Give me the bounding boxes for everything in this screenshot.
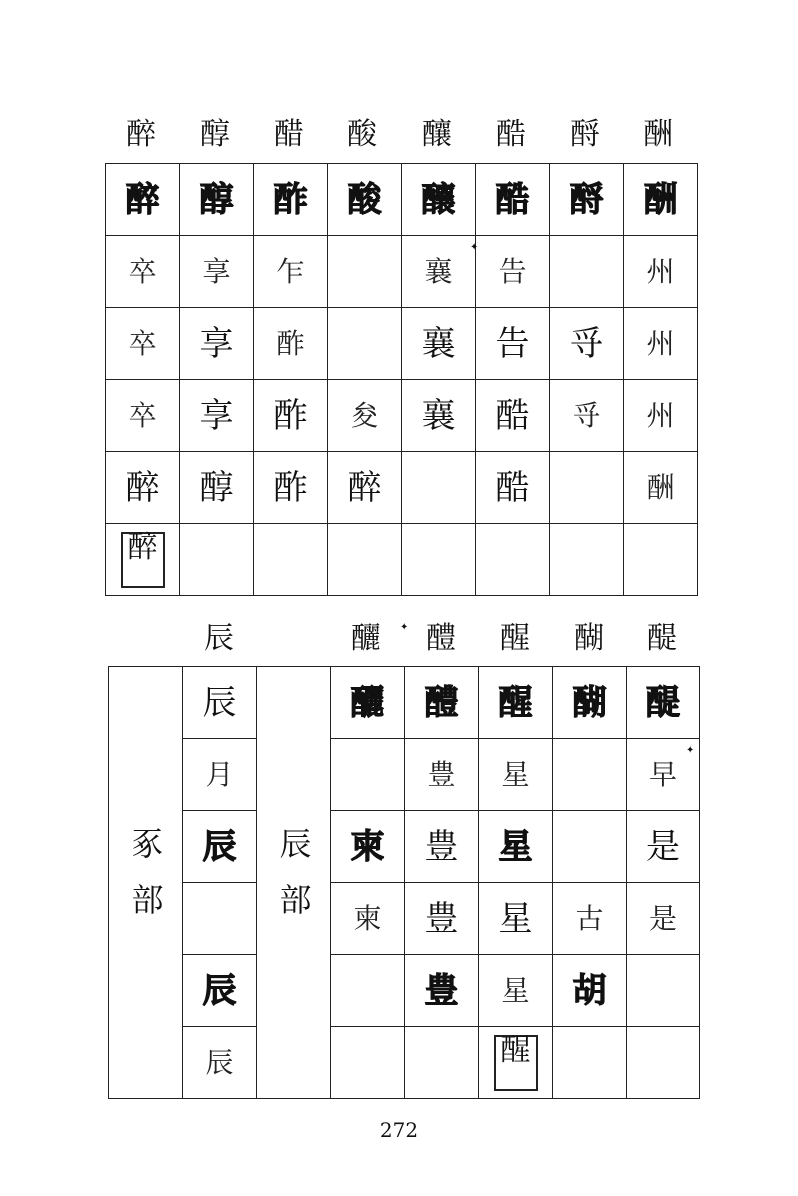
table-row (109, 883, 700, 955)
table-cell (106, 380, 180, 452)
table-cell (106, 452, 180, 524)
table-cell (402, 236, 479, 308)
table-cell (254, 380, 328, 452)
table-cell (624, 164, 698, 236)
table-cell (331, 811, 405, 883)
table-cell (183, 1027, 257, 1099)
table-cell (476, 236, 550, 308)
table-row (106, 164, 698, 236)
glyph: 早 (648, 757, 677, 791)
glyph: 酢 (273, 179, 308, 220)
table-cell (624, 308, 698, 380)
note-mark: ✦ (686, 745, 695, 756)
glyph: 卒 (128, 254, 157, 288)
glyph: 酢 (276, 326, 305, 360)
glyph: 州 (646, 326, 675, 360)
table-cell (180, 164, 254, 236)
glyph: 寽 (572, 398, 601, 432)
table-cell (405, 667, 479, 739)
table-cell (254, 524, 328, 596)
header-char: 辰 (204, 621, 234, 656)
table-cell (328, 308, 402, 380)
table-cell (328, 380, 402, 452)
table-cell (550, 308, 624, 380)
header-char: 釀 (422, 117, 452, 152)
table-row (109, 667, 700, 739)
table-cell (106, 164, 180, 236)
table-cell (550, 524, 624, 596)
table-cell (550, 380, 624, 452)
glyph: 告 (495, 323, 530, 364)
table-cell (328, 524, 402, 596)
glyph: 釃 (350, 682, 385, 723)
table-row (109, 1027, 700, 1099)
table-cell (553, 811, 627, 883)
table-cell (180, 380, 254, 452)
table-cell (402, 164, 476, 236)
character-table-2 (108, 666, 700, 1099)
table-cell (553, 739, 627, 811)
table-cell (331, 955, 405, 1027)
section-label-right: 辰部 (274, 826, 313, 939)
table-cell (624, 452, 698, 524)
table-cell (479, 1027, 553, 1099)
table-row (109, 955, 700, 1027)
glyph: 酷 (495, 179, 530, 220)
table-cell (183, 883, 257, 955)
table-cell (476, 452, 550, 524)
table-cell (405, 883, 479, 955)
table-cell (328, 236, 402, 308)
table-cell (624, 524, 698, 596)
glyph: 享 (199, 395, 234, 436)
header-char: 酹 (570, 117, 600, 152)
header-char: 酷 (496, 117, 526, 152)
table-cell (402, 452, 476, 524)
glyph: 卒 (128, 326, 157, 360)
table-cell (553, 883, 627, 955)
table-cell (627, 955, 700, 1027)
glyph: 告 (498, 254, 527, 288)
glyph: 酷 (495, 395, 530, 436)
glyph: 襄 (421, 395, 456, 436)
table-cell (331, 667, 405, 739)
glyph: 是 (646, 826, 680, 867)
table-cell (550, 236, 624, 308)
header-char: 酬 (643, 117, 673, 152)
header-char: 醇 (200, 117, 230, 152)
glyph: 醴 (424, 682, 459, 723)
glyph: 是 (648, 901, 677, 935)
header-char: 醴 (426, 621, 456, 656)
table-cell (331, 1027, 405, 1099)
header-char: 醐 (574, 621, 604, 656)
glyph: 酢 (273, 467, 308, 508)
glyph: 享 (199, 323, 234, 364)
table-cell (331, 739, 405, 811)
table-cell (254, 308, 328, 380)
glyph: 醉 (125, 467, 160, 508)
glyph: 星 (501, 973, 530, 1007)
table-cell (627, 739, 700, 811)
glyph: 襄 (424, 254, 453, 288)
table-cell (479, 739, 553, 811)
table-cell (402, 524, 476, 596)
table-cell (405, 739, 479, 811)
glyph: 醉 (347, 467, 382, 508)
table-cell (476, 524, 550, 596)
glyph: 享 (202, 254, 231, 288)
glyph: 胡 (572, 970, 607, 1011)
table-cell (180, 308, 254, 380)
table-cell (624, 380, 698, 452)
table-cell (550, 452, 624, 524)
table-cell (476, 164, 550, 236)
page-number: 272 (379, 1118, 419, 1142)
table-cell (627, 667, 700, 739)
table-cell (553, 667, 627, 739)
table-cell (331, 883, 405, 955)
glyph: 辰 (202, 682, 237, 723)
table-cell (254, 452, 328, 524)
glyph: 醍 (646, 682, 680, 723)
glyph: 辰 (205, 1045, 234, 1079)
table-cell (479, 883, 553, 955)
table-row (106, 308, 698, 380)
table-row (106, 236, 698, 308)
glyph: 豊 (424, 970, 459, 1011)
glyph: 州 (646, 398, 675, 432)
table-cell (328, 164, 402, 236)
section-label-left: 豖部 (126, 826, 165, 939)
glyph: 古 (575, 901, 604, 935)
section-label-cell (109, 667, 183, 1099)
table-cell (180, 236, 254, 308)
table-cell (405, 811, 479, 883)
glyph: 襄 (421, 323, 456, 364)
table-cell (254, 164, 328, 236)
glyph: 酷 (495, 467, 530, 508)
header-char: 釃 (351, 621, 381, 656)
table-cell (550, 164, 624, 236)
table-row (109, 739, 700, 811)
note-mark: ✦ (470, 242, 479, 253)
glyph: 豊 (427, 757, 456, 791)
table-row (109, 811, 700, 883)
table-cell (553, 955, 627, 1027)
table-cell (479, 667, 553, 739)
seal-glyph: 醒 (494, 1035, 538, 1091)
glyph: 釀 (421, 179, 456, 220)
character-table-1 (105, 163, 698, 596)
glyph: 酹 (569, 179, 604, 220)
header-char: 酸 (347, 117, 377, 152)
table-cell (627, 811, 700, 883)
table-cell (183, 955, 257, 1027)
glyph: 豊 (424, 826, 459, 867)
glyph: 醇 (199, 179, 234, 220)
glyph: 乍 (276, 254, 305, 288)
header-char: 醋 (274, 117, 304, 152)
glyph: 辰 (202, 826, 237, 867)
glyph: 醐 (572, 682, 607, 723)
table-cell (183, 667, 257, 739)
glyph: 醉 (125, 179, 160, 220)
glyph: 夋 (350, 398, 379, 432)
table-cell (180, 452, 254, 524)
table-cell (183, 811, 257, 883)
glyph: 州 (646, 254, 675, 288)
table-cell (183, 739, 257, 811)
glyph: 辰 (202, 970, 237, 1011)
table-cell (476, 308, 550, 380)
section-label-cell (257, 667, 331, 1099)
header-char: 醍 (647, 621, 677, 656)
table-cell (106, 308, 180, 380)
glyph: 星 (498, 826, 533, 867)
glyph: 酸 (347, 179, 382, 220)
table-cell (405, 1027, 479, 1099)
table-row (106, 452, 698, 524)
note-mark: ✦ (400, 622, 409, 633)
table-cell (328, 452, 402, 524)
table-cell (627, 883, 700, 955)
header-char: 醉 (126, 117, 156, 152)
table-cell (402, 380, 476, 452)
table-cell (405, 955, 479, 1027)
table-row (106, 524, 698, 596)
glyph: 月 (205, 757, 234, 791)
glyph: 醇 (199, 467, 234, 508)
table-cell (106, 524, 180, 596)
glyph: 柬 (350, 826, 385, 867)
table-cell (402, 308, 476, 380)
glyph: 酬 (646, 470, 675, 504)
header-char: 醒 (500, 621, 530, 656)
glyph: 豊 (424, 898, 459, 939)
table-cell (627, 1027, 700, 1099)
table-cell (254, 236, 328, 308)
seal-glyph: 醉 (121, 532, 165, 588)
table-cell (180, 524, 254, 596)
glyph: 醒 (498, 682, 533, 723)
glyph: 卒 (128, 398, 157, 432)
table-cell (476, 380, 550, 452)
table-cell (106, 236, 180, 308)
glyph: 星 (498, 898, 533, 939)
glyph: 寽 (569, 323, 604, 364)
glyph: 星 (501, 757, 530, 791)
table-row (106, 380, 698, 452)
table-cell (624, 236, 698, 308)
table-cell (553, 1027, 627, 1099)
glyph: 酬 (643, 179, 678, 220)
table-cell (479, 811, 553, 883)
table-cell (479, 955, 553, 1027)
glyph: 柬 (353, 901, 382, 935)
glyph: 酢 (273, 395, 308, 436)
